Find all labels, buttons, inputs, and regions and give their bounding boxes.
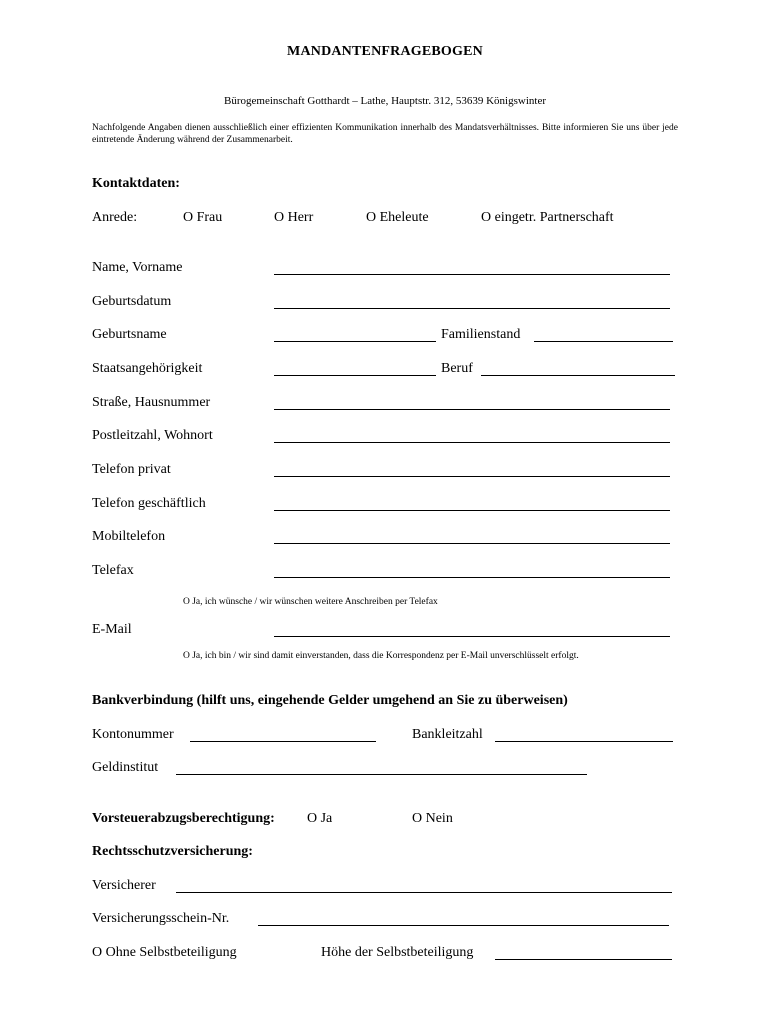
institute-label: Geldinstitut <box>92 760 159 775</box>
account-label: Kontonummer <box>92 727 174 742</box>
salutation-label: Anrede: <box>92 210 138 225</box>
nationality-label: Staatsangehörigkeit <box>92 361 203 376</box>
zip-city-field[interactable] <box>274 442 670 443</box>
intro-text: Nachfolgende Angaben dienen ausschließlich einer effizienten Kommunikation innerhalb des Mandatsverhältnisses. Bitte informieren Sie uns über jede eintretende Änderung während der Zusammenarbeit. <box>92 123 678 145</box>
name-label: Name, Vorname <box>92 260 183 275</box>
institute-field[interactable] <box>176 774 587 775</box>
profession-label: Beruf <box>441 361 473 376</box>
mobile-field[interactable] <box>274 543 670 544</box>
contact-heading: Kontaktdaten: <box>92 176 180 191</box>
street-label: Straße, Hausnummer <box>92 395 211 410</box>
mobile-label: Mobiltelefon <box>92 529 166 544</box>
tax-no-option[interactable]: O Nein <box>412 811 453 826</box>
email-label: E-Mail <box>92 622 132 637</box>
birthname-field[interactable] <box>274 341 436 342</box>
profession-field[interactable] <box>481 375 675 376</box>
insurer-label: Versicherer <box>92 878 156 893</box>
email-field[interactable] <box>274 636 670 637</box>
no-deductible-option[interactable]: O Ohne Selbstbeteiligung <box>92 945 237 960</box>
zip-city-label: Postleitzahl, Wohnort <box>92 428 213 443</box>
bank-heading: Bankverbindung (hilft uns, eingehende Gelder umgehend an Sie zu überweisen) <box>92 693 568 708</box>
salutation-partnerschaft-option[interactable]: O eingetr. Partnerschaft <box>481 210 614 225</box>
bank-code-field[interactable] <box>495 741 673 742</box>
office-address: Bürogemeinschaft Gotthardt – Lathe, Hauptstr. 312, 53639 Königswinter <box>224 95 546 107</box>
insurer-field[interactable] <box>176 892 672 893</box>
nationality-field[interactable] <box>274 375 436 376</box>
tax-label: Vorsteuerabzugsberechtigung: <box>92 811 275 826</box>
birthdate-label: Geburtsdatum <box>92 294 172 309</box>
policy-field[interactable] <box>258 925 669 926</box>
deductible-label: Höhe der Selbstbeteiligung <box>321 945 474 960</box>
account-field[interactable] <box>190 741 376 742</box>
salutation-frau-option[interactable]: O Frau <box>183 210 223 225</box>
name-field[interactable] <box>274 274 670 275</box>
bank-code-label: Bankleitzahl <box>412 727 483 742</box>
email-consent-option[interactable]: O Ja, ich bin / wir sind damit einverstanden, dass die Korrespondenz per E-Mail unverschlüsselt erfolgt. <box>183 651 579 661</box>
salutation-eheleute-option[interactable]: O Eheleute <box>366 210 429 225</box>
phone-business-label: Telefon geschäftlich <box>92 496 206 511</box>
marital-label: Familienstand <box>441 327 521 342</box>
form-title: MANDANTENFRAGEBOGEN <box>287 44 483 59</box>
fax-label: Telefax <box>92 563 134 578</box>
salutation-herr-option[interactable]: O Herr <box>274 210 314 225</box>
phone-private-label: Telefon privat <box>92 462 171 477</box>
policy-label: Versicherungsschein-Nr. <box>92 911 230 926</box>
birthname-label: Geburtsname <box>92 327 167 342</box>
deductible-field[interactable] <box>495 959 672 960</box>
marital-field[interactable] <box>534 341 673 342</box>
phone-private-field[interactable] <box>274 476 670 477</box>
fax-field[interactable] <box>274 577 670 578</box>
street-field[interactable] <box>274 409 670 410</box>
tax-yes-option[interactable]: O Ja <box>307 811 333 826</box>
birthdate-field[interactable] <box>274 308 670 309</box>
phone-business-field[interactable] <box>274 510 670 511</box>
fax-consent-option[interactable]: O Ja, ich wünsche / wir wünschen weitere Anschreiben per Telefax <box>183 597 438 607</box>
insurance-heading: Rechtsschutzversicherung: <box>92 844 253 859</box>
